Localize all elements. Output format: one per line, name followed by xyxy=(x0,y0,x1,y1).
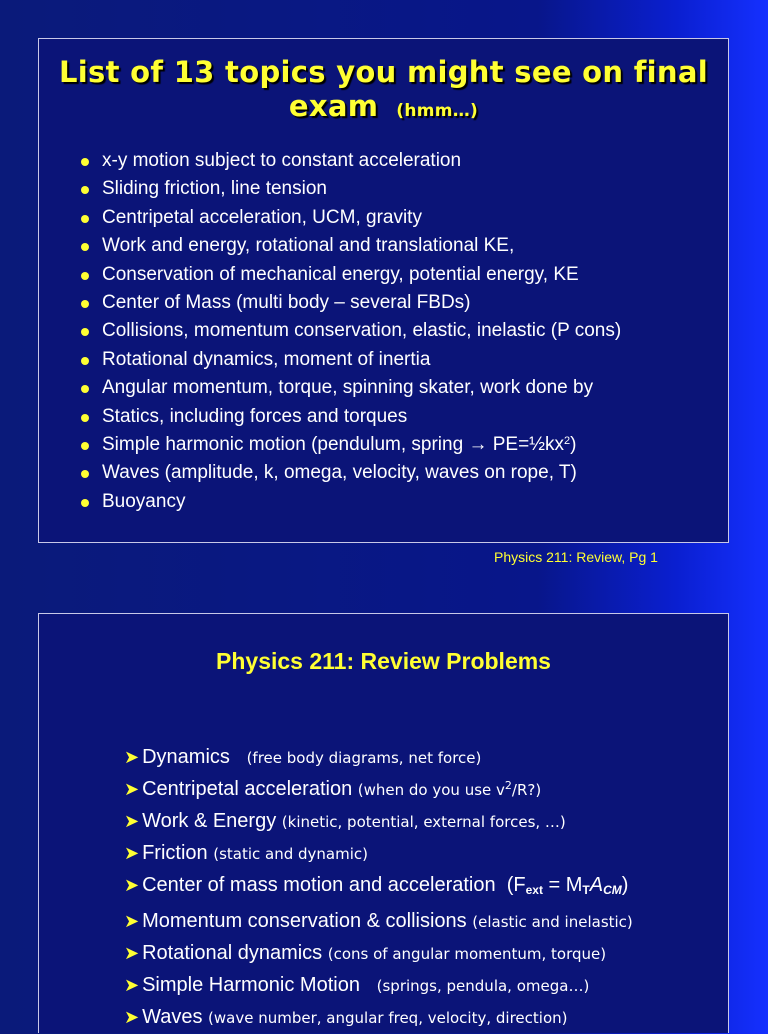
list-item: Conservation of mechanical energy, potential energy, KE xyxy=(77,261,621,289)
title-sub: (hmm…) xyxy=(396,101,479,121)
bullet-icon xyxy=(81,215,89,223)
list-item: ➤ Dynamics (free body diagrams, net force) xyxy=(124,746,482,768)
slide-footer: Physics 211: Review, Pg 1 xyxy=(494,549,658,565)
list-item: Statics, including forces and torques xyxy=(77,403,621,431)
slide-title xyxy=(39,55,728,128)
list-item: ➤ Work & Energy (kinetic, potential, external forces, …) xyxy=(124,810,566,832)
arrow-bullet-icon: ➤ xyxy=(124,975,140,995)
topic-list xyxy=(77,147,621,516)
bullet-icon xyxy=(81,243,89,251)
arrow-bullet-icon: ➤ xyxy=(124,779,140,799)
bullet-icon xyxy=(81,300,89,308)
arrow-bullet-icon: ➤ xyxy=(124,943,140,963)
list-item: ➤ Simple Harmonic Motion (springs, pendula, omega…) xyxy=(124,974,590,996)
problem-list xyxy=(124,742,633,1034)
bullet-icon xyxy=(81,328,89,336)
bullet-icon xyxy=(81,158,89,166)
list-item: Collisions, momentum conservation, elastic, inelastic (P cons) xyxy=(77,317,621,345)
list-item: ➤ Waves (wave number, angular freq, velocity, direction) xyxy=(124,1006,568,1028)
formula: (Fext = MTACM) xyxy=(506,874,629,897)
bullet-icon xyxy=(81,186,89,194)
arrow-bullet-icon: ➤ xyxy=(124,747,140,767)
list-item: ➤ Rotational dynamics (cons of angular momentum, torque) xyxy=(124,942,607,964)
bullet-icon xyxy=(81,499,89,507)
list-item: Simple harmonic motion (pendulum, spring → $PE=\frac{1}{2}kx^2$) xyxy=(77,431,621,459)
bullet-icon xyxy=(81,385,89,393)
bullet-icon xyxy=(81,272,89,280)
list-item: Waves (amplitude, k, omega, velocity, waves on rope, T) xyxy=(77,459,621,487)
list-item: ➤ Centripetal acceleration (when do you use $v^2/R$?) xyxy=(124,778,542,800)
list-item: Buoyancy xyxy=(77,488,621,516)
bullet-icon xyxy=(81,414,89,422)
arrow-bullet-icon: ➤ xyxy=(124,911,140,931)
slide-title: Physics 211: Review Problems xyxy=(216,648,551,674)
arrow-bullet-icon: ➤ xyxy=(124,875,140,895)
bullet-icon xyxy=(81,470,89,478)
list-item: Rotational dynamics, moment of inertia xyxy=(77,346,621,374)
list-item: ➤ Center of mass motion and acceleration (Fext = MTACM) xyxy=(124,874,629,897)
list-item: ➤ Momentum conservation & collisions (elastic and inelastic) xyxy=(124,910,633,932)
list-item: Angular momentum, torque, spinning skater, work done by xyxy=(77,374,621,402)
bullet-icon xyxy=(81,442,89,450)
list-item: ➤ Friction (static and dynamic) xyxy=(124,842,369,864)
slide-review-problems xyxy=(38,613,729,1033)
list-item: Work and energy, rotational and translational KE, xyxy=(77,232,621,260)
arrow-bullet-icon: ➤ xyxy=(124,811,140,831)
list-item: Centripetal acceleration, UCM, gravity xyxy=(77,204,621,232)
slide-review-topics xyxy=(38,38,729,543)
arrow-bullet-icon: ➤ xyxy=(124,1007,140,1027)
bullet-icon xyxy=(81,357,89,365)
list-item: x-y motion subject to constant acceleration xyxy=(77,147,621,175)
title-main: List of 13 topics you might see on final exam xyxy=(59,55,708,123)
list-item: Sliding friction, line tension xyxy=(77,175,621,203)
arrow-bullet-icon: ➤ xyxy=(124,843,140,863)
list-item: Center of Mass (multi body – several FBDs) xyxy=(77,289,621,317)
